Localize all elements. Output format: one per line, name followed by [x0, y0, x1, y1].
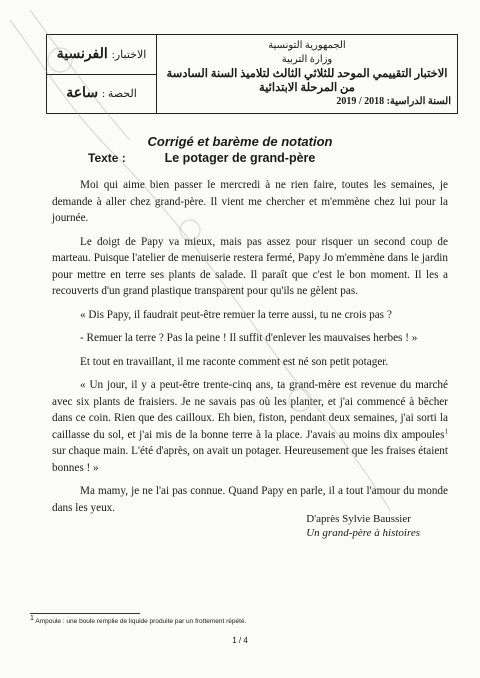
- duration-value: ساعة: [66, 86, 99, 102]
- subject-cell: [47, 35, 156, 74]
- paragraph: [52, 377, 448, 476]
- paragraph: Moi qui aime bien passer le mercredi à ne rien faire, toutes les semaines, je demande à aller chez grand-père. Il vient me chercher et m'emmène chez lui pour la journée.: [52, 179, 448, 224]
- credit-work: Un grand-père à histoires: [306, 527, 420, 539]
- subject-value: الفرنسية: [56, 46, 108, 62]
- subject-label: الاختبار:: [111, 48, 147, 61]
- exam-header-table: [46, 34, 458, 114]
- footnote: [30, 614, 247, 625]
- paragraph: « Dis Papy, il faudrait peut-être remuer la terre aussi, tu ne crois pas ?: [80, 308, 392, 321]
- year-label: السنة الدراسية:: [386, 96, 451, 107]
- exam-header-right: [157, 35, 457, 113]
- paragraph-part: « Un jour, il y a peut-être trente-cinq ans, ta grand-mère est revenue du marché avec six plants de fraisiers. Je ne savais pas où les planter, et j'ai commencé à bêcher dans ce coin. Rien que des cailloux. Eh bien, fiston, pendant deux semaines, j'ai sorti la caillasse du sol, et j'ai mis de la bonne terre à la place. J'avais au moins dix ampoules: [52, 379, 448, 441]
- paragraph-part: sur chaque main. L'été d'après, on avait un potager. Heureusement que les fraises étaient bonnes ! »: [52, 445, 448, 474]
- paragraph: Et tout en travaillant, il me raconte comment est né son petit potager.: [80, 355, 389, 368]
- school-year: [163, 95, 451, 109]
- paragraph: Le doigt de Papy va mieux, mais pas assez pour risquer un second coup de marteau. Puisque l'atelier de menuiserie restera fermé, Papy Jo m'emmène dans le jardin pour mettre en terre ses plants de salade. Il paraît que c'est le bon moment. Il les a recouverts d'un grand plastique transparent pour qu'ils ne gèlent pas.: [52, 235, 448, 297]
- story-text: [52, 177, 448, 523]
- exam-title: الاختبار التقييمي الموحد للثلاثي الثالث لتلاميذ السنة السادسة من المرحلة الابتدائية: [166, 68, 448, 94]
- footnote-text: Ampoule : une boule remplie de liquide produite par un frottement répété.: [35, 618, 247, 625]
- page-number: 1 / 4: [232, 636, 248, 645]
- footnote-divider: [30, 613, 140, 614]
- duration-cell: [47, 74, 156, 114]
- credit: [306, 512, 420, 540]
- duration-label: الحصة :: [102, 88, 137, 101]
- text-subtitle: Le potager de grand-père: [164, 151, 316, 165]
- footnote-marker: 1: [444, 426, 448, 435]
- paragraph: - Remuer la terre ? Pas la peine ! Il suffit d'enlever les mauvaises herbes ! »: [80, 332, 418, 344]
- document-title: Corrigé et barème de notation: [147, 134, 333, 149]
- republic-name: الجمهورية التونسية: [268, 40, 346, 51]
- exam-header-left: [47, 35, 157, 113]
- footnote-number: 1: [30, 614, 34, 622]
- year-value: 2018 / 2019: [336, 96, 385, 107]
- credit-author: D'après Sylvie Baussier: [306, 513, 411, 525]
- ministry-name: وزارة التربية: [281, 54, 333, 65]
- paragraph: Ma mamy, je ne l'ai pas connue. Quand Papy en parle, il a tout l'amour du monde dans les yeux.: [52, 485, 448, 514]
- texte-label: Texte :: [88, 151, 126, 165]
